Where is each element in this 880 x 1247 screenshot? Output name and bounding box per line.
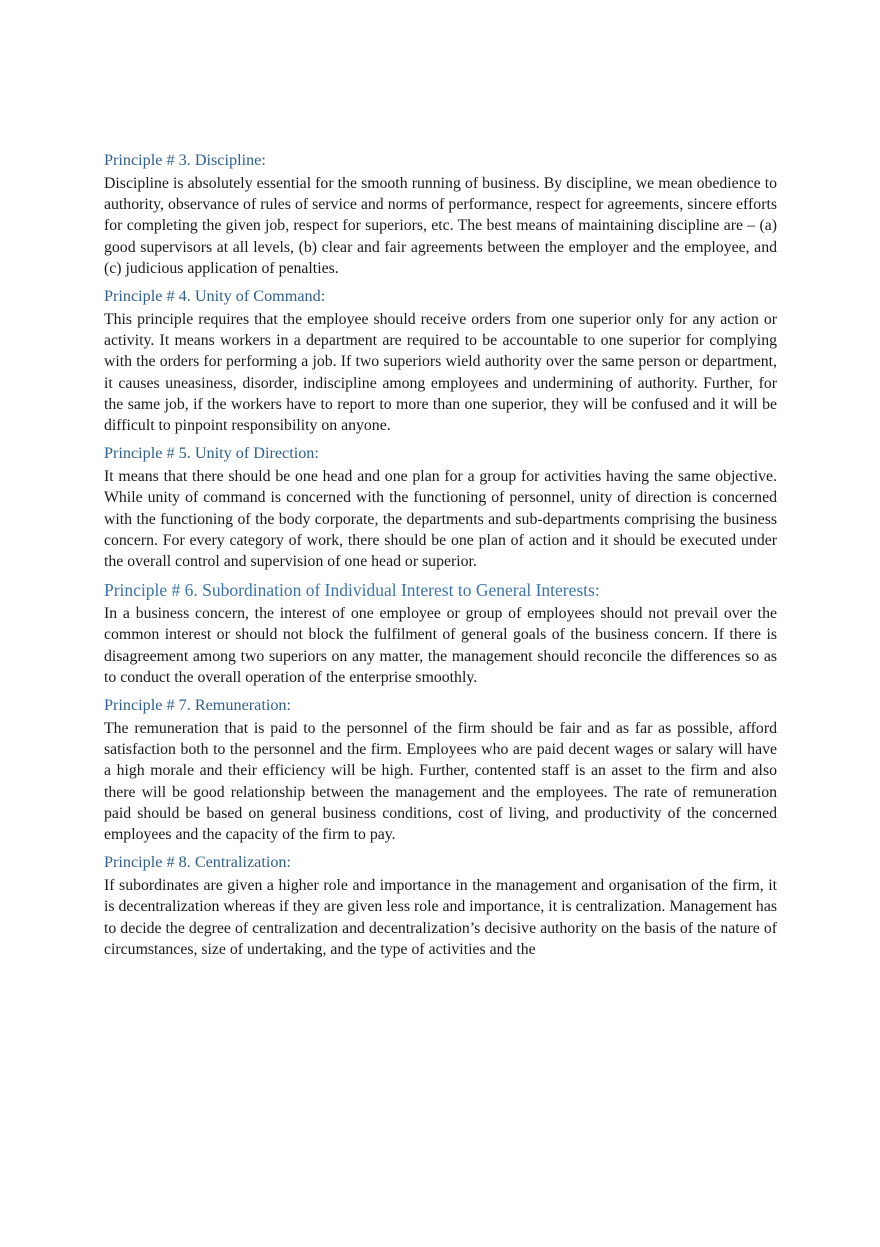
section-discipline — [104, 150, 777, 279]
section-body: It means that there should be one head and one plan for a group for activities having the same objective. While unity of command is concerned with the functioning of personnel, unity of direction is concerned with the functioning of the body corporate, the departments and sub-departments comprising the business concern. For every category of work, there should be one plan of action and it should be executed under the overall control and supervision of one head or superior. — [104, 468, 777, 571]
section-unity-of-direction — [104, 443, 777, 572]
section-unity-of-command — [104, 286, 777, 436]
section-body: This principle requires that the employee should receive orders from one superior only for any action or activity. It means workers in a department are required to be accountable to one superior for complying with the orders for performing a job. If two superiors wield authority over the same person or department, it causes uneasiness, disorder, indiscipline among employees and undermining of authority. Further, for the same job, if the workers have to report to more than one superior, they will be confused and it will be difficult to pinpoint responsibility on anyone. — [104, 311, 777, 435]
section-heading: Principle # 5. Unity of Direction: — [104, 444, 319, 463]
section-heading: Principle # 3. Discipline: — [104, 151, 266, 169]
section-subordination — [104, 579, 777, 688]
section-heading: Principle # 4. Unity of Command: — [104, 287, 326, 306]
section-body: Discipline is absolutely essential for the smooth running of business. By discipline, we mean obedience to authority, observance of rules of service and norms of performance, respect for agreements, sincere efforts for completing the given job, respect for superiors, etc. The best means of maintaining discipline are – (a) good supervisors at all levels, (b) clear and fair agreements between the employer and the employee, and (c) judicious application of penalties. — [104, 175, 777, 277]
section-heading: Principle # 8. Centralization: — [104, 853, 292, 872]
document-page — [104, 150, 777, 967]
section-body: The remuneration that is paid to the personnel of the firm should be fair and as far as possible, afford satisfaction both to the personnel and the firm. Employees who are paid decent wages or salary will have a high morale and their efficiency will be high. Further, contented staff is an asset to the firm and also there will be good relationship between the management and the employees. The rate of remuneration paid should be based on general business conditions, cost of living, and productivity of the concerned employees and the capacity of the firm to pay. — [104, 720, 777, 844]
section-body: In a business concern, the interest of one employee or group of employees should not prevail over the common interest or should not block the fulfilment of general goals of the business concern. If there is disagreement among two superiors on any matter, the management should reconcile the differences so as to conduct the overall operation of the enterprise smoothly. — [104, 605, 777, 686]
section-body: If subordinates are given a higher role and importance in the management and organisation of the firm, it is decentralization whereas if they are given less role and importance, it is centralization. Management has to decide the degree of centralization and decentralization’s decisive authority on the basis of the nature of circumstances, size of undertaking, and the type of activities and the — [104, 877, 777, 958]
section-heading: Principle # 6. Subordination of Individual Interest to General Interests: — [104, 580, 600, 601]
section-centralization — [104, 852, 777, 960]
section-remuneration — [104, 695, 777, 845]
section-heading: Principle # 7. Remuneration: — [104, 696, 292, 715]
